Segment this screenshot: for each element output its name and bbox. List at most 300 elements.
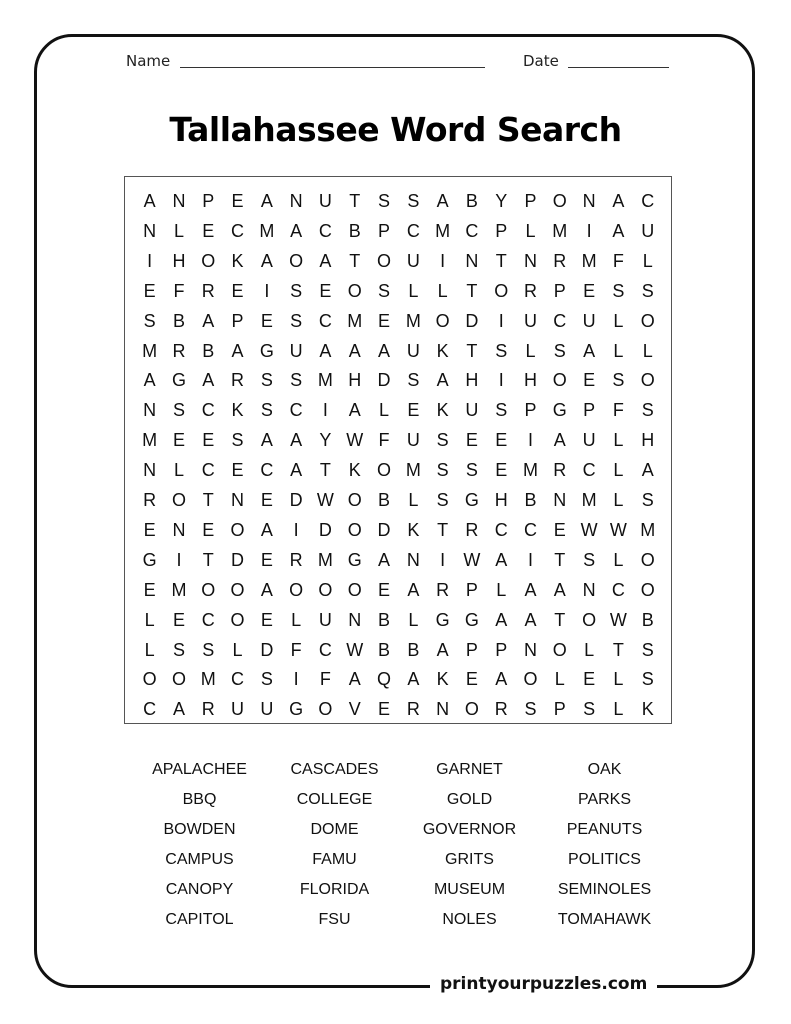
grid-letter[interactable]: O xyxy=(347,490,362,510)
name-field-line[interactable] xyxy=(180,67,485,68)
grid-letter[interactable]: I xyxy=(498,310,504,331)
grid-letter[interactable]: I xyxy=(440,549,446,570)
grid-letter[interactable]: H xyxy=(494,490,508,510)
grid-letter[interactable]: S xyxy=(641,490,654,510)
grid-letter[interactable]: O xyxy=(289,579,304,600)
grid-letter[interactable]: E xyxy=(143,579,156,600)
grid-letter[interactable]: A xyxy=(612,220,625,241)
grid-letter[interactable]: A xyxy=(436,191,449,211)
grid-letter[interactable]: S xyxy=(172,639,185,660)
grid-letter[interactable]: L xyxy=(291,609,302,630)
grid-letter[interactable]: C xyxy=(582,460,596,481)
grid-letter[interactable]: L xyxy=(642,340,653,361)
grid-letter[interactable]: A xyxy=(495,669,508,690)
grid-letter[interactable]: W xyxy=(346,639,364,660)
grid-letter[interactable]: I xyxy=(176,549,182,570)
grid-letter[interactable]: C xyxy=(611,579,625,600)
grid-letter[interactable]: A xyxy=(436,639,449,660)
grid-letter[interactable]: N xyxy=(524,639,537,660)
grid-letter[interactable]: N xyxy=(231,490,245,510)
grid-letter[interactable]: R xyxy=(436,579,450,600)
grid-letter[interactable]: S xyxy=(172,400,185,421)
grid-letter[interactable]: N xyxy=(143,460,157,481)
grid-letter[interactable]: N xyxy=(524,250,537,271)
grid-letter[interactable]: A xyxy=(436,370,449,391)
grid-letter[interactable]: A xyxy=(495,549,508,570)
grid-letter[interactable]: O xyxy=(201,579,216,600)
grid-letter[interactable]: L xyxy=(613,430,624,451)
grid-letter[interactable]: U xyxy=(465,400,479,421)
grid-letter[interactable]: O xyxy=(230,609,245,630)
grid-letter[interactable]: L xyxy=(496,579,507,600)
grid-letter[interactable]: W xyxy=(316,490,334,510)
grid-letter[interactable]: I xyxy=(322,400,328,421)
grid-letter[interactable]: G xyxy=(435,609,450,630)
grid-letter[interactable]: T xyxy=(319,460,331,481)
grid-letter[interactable]: C xyxy=(318,310,332,331)
grid-letter[interactable]: K xyxy=(231,400,244,421)
grid-letter[interactable]: A xyxy=(378,549,391,570)
grid-letter[interactable]: G xyxy=(142,549,157,570)
grid-letter[interactable]: A xyxy=(260,519,273,540)
grid-letter[interactable]: P xyxy=(465,579,478,600)
grid-letter[interactable]: S xyxy=(612,370,625,391)
grid-letter[interactable]: O xyxy=(552,370,567,391)
grid-letter[interactable]: A xyxy=(143,370,156,391)
grid-letter[interactable]: E xyxy=(260,310,273,331)
grid-letter[interactable]: H xyxy=(465,370,479,391)
grid-letter[interactable]: S xyxy=(553,340,566,361)
grid-letter[interactable]: W xyxy=(609,609,627,630)
grid-letter[interactable]: C xyxy=(318,220,332,241)
grid-letter[interactable]: E xyxy=(202,519,215,540)
grid-letter[interactable]: E xyxy=(231,460,244,481)
grid-letter[interactable]: O xyxy=(435,310,450,331)
grid-letter[interactable]: U xyxy=(318,191,332,211)
grid-letter[interactable]: E xyxy=(260,549,273,570)
grid-letter[interactable]: U xyxy=(318,609,332,630)
grid-letter[interactable]: R xyxy=(553,250,567,271)
grid-letter[interactable]: M xyxy=(142,340,158,361)
grid-letter[interactable]: P xyxy=(378,220,391,241)
grid-letter[interactable]: O xyxy=(171,490,186,510)
grid-letter[interactable]: W xyxy=(580,519,598,540)
grid-letter[interactable]: B xyxy=(465,191,478,211)
grid-letter[interactable]: M xyxy=(200,669,216,690)
grid-letter[interactable]: I xyxy=(498,370,504,391)
grid-letter[interactable]: B xyxy=(378,639,391,660)
grid-letter[interactable]: L xyxy=(437,280,448,301)
grid-letter[interactable]: C xyxy=(201,609,215,630)
grid-letter[interactable]: E xyxy=(465,430,478,451)
grid-letter[interactable]: O xyxy=(582,609,597,630)
grid-letter[interactable]: A xyxy=(553,579,566,600)
grid-letter[interactable]: C xyxy=(406,220,420,241)
grid-letter[interactable]: W xyxy=(346,430,364,451)
grid-letter[interactable]: A xyxy=(553,430,566,451)
grid-letter[interactable]: O xyxy=(142,669,157,690)
grid-letter[interactable]: R xyxy=(289,549,303,570)
grid-letter[interactable]: E xyxy=(378,579,391,600)
grid-letter[interactable]: K xyxy=(348,460,361,481)
grid-letter[interactable]: W xyxy=(463,549,481,570)
grid-letter[interactable]: C xyxy=(465,220,479,241)
grid-letter[interactable]: E xyxy=(583,370,596,391)
grid-letter[interactable]: L xyxy=(408,490,419,510)
grid-letter[interactable]: S xyxy=(378,280,391,301)
grid-letter[interactable]: N xyxy=(143,400,157,421)
grid-letter[interactable]: P xyxy=(524,400,537,421)
grid-letter[interactable]: T xyxy=(495,250,507,271)
grid-letter[interactable]: O xyxy=(640,579,655,600)
grid-letter[interactable]: A xyxy=(260,430,273,451)
grid-letter[interactable]: L xyxy=(613,699,624,720)
grid-letter[interactable]: F xyxy=(173,280,185,301)
grid-letter[interactable]: A xyxy=(260,191,273,211)
grid-letter[interactable]: O xyxy=(347,579,362,600)
grid-letter[interactable]: S xyxy=(407,191,420,211)
grid-letter[interactable]: C xyxy=(143,699,157,720)
grid-letter[interactable]: T xyxy=(349,250,361,271)
grid-letter[interactable]: A xyxy=(319,250,332,271)
grid-letter[interactable]: E xyxy=(231,191,244,211)
grid-letter[interactable]: D xyxy=(289,490,303,510)
grid-letter[interactable]: N xyxy=(172,519,186,540)
grid-letter[interactable]: P xyxy=(495,639,508,660)
grid-letter[interactable]: N xyxy=(348,609,362,630)
grid-letter[interactable]: O xyxy=(318,699,333,720)
grid-letter[interactable]: K xyxy=(231,250,244,271)
grid-letter[interactable]: A xyxy=(612,191,625,211)
grid-letter[interactable]: I xyxy=(147,250,153,271)
grid-letter[interactable]: S xyxy=(436,460,449,481)
grid-letter[interactable]: U xyxy=(524,310,537,331)
grid-letter[interactable]: S xyxy=(641,280,654,301)
grid-letter[interactable]: B xyxy=(202,340,215,361)
grid-letter[interactable]: G xyxy=(552,400,567,421)
grid-letter[interactable]: O xyxy=(201,250,216,271)
grid-letter[interactable]: A xyxy=(378,340,391,361)
grid-letter[interactable]: E xyxy=(495,430,508,451)
grid-letter[interactable]: S xyxy=(641,669,654,690)
grid-letter[interactable]: L xyxy=(144,639,155,660)
grid-letter[interactable]: U xyxy=(582,310,596,331)
grid-letter[interactable]: R xyxy=(231,370,245,391)
grid-letter[interactable]: N xyxy=(553,490,567,510)
grid-letter[interactable]: O xyxy=(171,669,186,690)
grid-letter[interactable]: A xyxy=(143,191,156,211)
grid-letter[interactable]: S xyxy=(143,310,156,331)
grid-letter[interactable]: C xyxy=(524,519,537,540)
grid-letter[interactable]: I xyxy=(293,519,299,540)
grid-letter[interactable]: Y xyxy=(319,430,332,451)
grid-letter[interactable]: U xyxy=(406,250,420,271)
grid-letter[interactable]: S xyxy=(231,430,244,451)
grid-letter[interactable]: N xyxy=(406,549,420,570)
grid-letter[interactable]: T xyxy=(554,609,566,630)
grid-letter[interactable]: T xyxy=(612,639,624,660)
grid-letter[interactable]: U xyxy=(231,699,245,720)
grid-letter[interactable]: W xyxy=(609,519,627,540)
grid-letter[interactable]: D xyxy=(260,639,274,660)
grid-letter[interactable]: G xyxy=(289,699,304,720)
grid-letter[interactable]: A xyxy=(641,460,654,481)
grid-letter[interactable]: M xyxy=(552,220,568,241)
grid-letter[interactable]: D xyxy=(465,310,479,331)
grid-letter[interactable]: G xyxy=(171,370,186,391)
grid-letter[interactable]: B xyxy=(348,220,361,241)
grid-letter[interactable]: S xyxy=(260,669,273,690)
grid-letter[interactable]: O xyxy=(377,250,392,271)
grid-letter[interactable]: E xyxy=(172,609,185,630)
grid-letter[interactable]: Y xyxy=(495,191,508,211)
grid-letter[interactable]: A xyxy=(290,460,303,481)
grid-letter[interactable]: C xyxy=(494,519,508,540)
grid-letter[interactable]: O xyxy=(640,310,655,331)
grid-letter[interactable]: O xyxy=(523,669,538,690)
grid-letter[interactable]: A xyxy=(348,669,361,690)
grid-letter[interactable]: T xyxy=(202,490,214,510)
grid-letter[interactable]: O xyxy=(552,639,567,660)
grid-letter[interactable]: L xyxy=(379,400,390,421)
grid-letter[interactable]: C xyxy=(201,460,215,481)
grid-letter[interactable]: A xyxy=(583,340,596,361)
grid-letter[interactable]: A xyxy=(407,579,420,600)
grid-letter[interactable]: R xyxy=(143,490,157,510)
grid-letter[interactable]: E xyxy=(407,400,420,421)
grid-letter[interactable]: P xyxy=(553,699,566,720)
grid-letter[interactable]: B xyxy=(524,490,537,510)
grid-letter[interactable]: D xyxy=(377,370,391,391)
grid-letter[interactable]: I xyxy=(528,549,534,570)
grid-letter[interactable]: G xyxy=(464,609,479,630)
grid-letter[interactable]: L xyxy=(613,460,624,481)
grid-letter[interactable]: H xyxy=(348,370,362,391)
grid-letter[interactable]: E xyxy=(378,310,391,331)
grid-letter[interactable]: G xyxy=(259,340,274,361)
grid-letter[interactable]: S xyxy=(260,370,273,391)
grid-letter[interactable]: D xyxy=(377,519,391,540)
grid-letter[interactable]: P xyxy=(524,191,537,211)
grid-letter[interactable]: O xyxy=(230,579,245,600)
grid-letter[interactable]: C xyxy=(231,669,245,690)
grid-letter[interactable]: L xyxy=(144,609,155,630)
grid-letter[interactable]: O xyxy=(464,699,479,720)
grid-letter[interactable]: I xyxy=(528,430,534,451)
grid-letter[interactable]: N xyxy=(465,250,479,271)
grid-letter[interactable]: S xyxy=(436,490,449,510)
grid-letter[interactable]: G xyxy=(464,490,479,510)
grid-letter[interactable]: L xyxy=(613,310,624,331)
grid-letter[interactable]: S xyxy=(290,280,303,301)
grid-letter[interactable]: N xyxy=(172,191,186,211)
grid-letter[interactable]: Q xyxy=(377,669,392,690)
grid-letter[interactable]: N xyxy=(289,191,303,211)
grid-letter[interactable]: O xyxy=(289,250,304,271)
grid-letter[interactable]: I xyxy=(440,250,446,271)
grid-letter[interactable]: C xyxy=(231,220,245,241)
grid-letter[interactable]: I xyxy=(586,220,592,241)
grid-letter[interactable]: U xyxy=(406,430,420,451)
grid-letter[interactable]: R xyxy=(406,699,420,720)
grid-letter[interactable]: E xyxy=(465,669,478,690)
grid-letter[interactable]: D xyxy=(231,549,245,570)
grid-letter[interactable]: E xyxy=(260,490,273,510)
grid-letter[interactable]: O xyxy=(347,519,362,540)
grid-letter[interactable]: U xyxy=(406,340,420,361)
grid-letter[interactable]: R xyxy=(172,340,186,361)
grid-letter[interactable]: S xyxy=(260,400,273,421)
grid-letter[interactable]: M xyxy=(405,310,421,331)
grid-letter[interactable]: E xyxy=(378,699,391,720)
grid-letter[interactable]: P xyxy=(202,191,215,211)
grid-letter[interactable]: M xyxy=(259,220,275,241)
grid-letter[interactable]: S xyxy=(583,549,596,570)
grid-letter[interactable]: S xyxy=(378,191,391,211)
grid-letter[interactable]: S xyxy=(641,639,654,660)
grid-letter[interactable]: T xyxy=(466,280,478,301)
grid-letter[interactable]: S xyxy=(583,699,596,720)
grid-letter[interactable]: B xyxy=(641,609,654,630)
grid-letter[interactable]: S xyxy=(612,280,625,301)
grid-letter[interactable]: T xyxy=(554,549,566,570)
grid-letter[interactable]: E xyxy=(231,280,244,301)
grid-letter[interactable]: R xyxy=(201,699,215,720)
grid-letter[interactable]: T xyxy=(437,519,449,540)
grid-letter[interactable]: E xyxy=(495,460,508,481)
grid-letter[interactable]: E xyxy=(172,430,185,451)
grid-letter[interactable]: F xyxy=(612,250,624,271)
grid-letter[interactable]: L xyxy=(554,669,565,690)
grid-letter[interactable]: V xyxy=(348,699,361,720)
grid-letter[interactable]: H xyxy=(172,250,186,271)
grid-letter[interactable]: S xyxy=(495,400,508,421)
grid-letter[interactable]: S xyxy=(465,460,478,481)
grid-letter[interactable]: L xyxy=(525,220,536,241)
grid-letter[interactable]: I xyxy=(293,669,299,690)
grid-letter[interactable]: O xyxy=(318,579,333,600)
grid-letter[interactable]: U xyxy=(641,220,655,241)
grid-letter[interactable]: C xyxy=(289,400,303,421)
grid-letter[interactable]: N xyxy=(582,191,596,211)
grid-letter[interactable]: B xyxy=(407,639,420,660)
grid-letter[interactable]: P xyxy=(495,220,508,241)
grid-letter[interactable]: A xyxy=(524,579,537,600)
grid-letter[interactable]: K xyxy=(407,519,420,540)
grid-letter[interactable]: L xyxy=(232,639,243,660)
grid-letter[interactable]: K xyxy=(436,669,449,690)
grid-letter[interactable]: L xyxy=(173,460,184,481)
grid-letter[interactable]: L xyxy=(613,340,624,361)
grid-letter[interactable]: C xyxy=(201,400,215,421)
grid-letter[interactable]: S xyxy=(524,699,537,720)
grid-letter[interactable]: I xyxy=(264,280,270,301)
grid-letter[interactable]: S xyxy=(641,400,654,421)
grid-letter[interactable]: A xyxy=(290,220,303,241)
grid-letter[interactable]: K xyxy=(641,699,654,720)
grid-letter[interactable]: P xyxy=(583,400,596,421)
grid-letter[interactable]: H xyxy=(641,430,655,451)
grid-letter[interactable]: R xyxy=(494,699,508,720)
grid-letter[interactable]: E xyxy=(143,280,156,301)
grid-letter[interactable]: A xyxy=(231,340,244,361)
grid-letter[interactable]: B xyxy=(378,490,391,510)
grid-letter[interactable]: S xyxy=(436,430,449,451)
grid-letter[interactable]: E xyxy=(202,430,215,451)
grid-letter[interactable]: E xyxy=(143,519,156,540)
grid-letter[interactable]: O xyxy=(377,460,392,481)
grid-letter[interactable]: L xyxy=(613,669,624,690)
grid-letter[interactable]: T xyxy=(349,191,361,211)
grid-letter[interactable]: C xyxy=(553,310,567,331)
grid-letter[interactable]: M xyxy=(317,370,333,391)
grid-letter[interactable]: B xyxy=(378,609,391,630)
grid-letter[interactable]: M xyxy=(523,460,538,481)
grid-letter[interactable]: O xyxy=(494,280,509,301)
grid-letter[interactable]: O xyxy=(347,280,362,301)
grid-letter[interactable]: M xyxy=(171,579,187,600)
grid-letter[interactable]: F xyxy=(378,430,390,451)
grid-letter[interactable]: M xyxy=(405,460,421,481)
grid-letter[interactable]: U xyxy=(260,699,274,720)
grid-letter[interactable]: L xyxy=(642,250,653,271)
grid-letter[interactable]: U xyxy=(582,430,596,451)
grid-letter[interactable]: K xyxy=(436,400,449,421)
grid-letter[interactable]: E xyxy=(583,669,596,690)
grid-letter[interactable]: U xyxy=(289,340,303,361)
grid-letter[interactable]: A xyxy=(290,430,303,451)
grid-letter[interactable]: M xyxy=(317,549,333,570)
grid-letter[interactable]: N xyxy=(143,220,157,241)
grid-letter[interactable]: O xyxy=(230,519,245,540)
grid-letter[interactable]: A xyxy=(348,400,361,421)
grid-letter[interactable]: S xyxy=(290,370,303,391)
grid-letter[interactable]: R xyxy=(524,280,537,301)
grid-letter[interactable]: C xyxy=(318,639,332,660)
grid-letter[interactable]: A xyxy=(260,579,273,600)
grid-letter[interactable]: A xyxy=(495,609,508,630)
grid-letter[interactable]: E xyxy=(583,280,596,301)
grid-letter[interactable]: S xyxy=(407,370,420,391)
grid-letter[interactable]: P xyxy=(231,310,244,331)
grid-letter[interactable]: A xyxy=(407,669,420,690)
grid-letter[interactable]: L xyxy=(525,340,536,361)
grid-letter[interactable]: E xyxy=(260,609,273,630)
grid-letter[interactable]: T xyxy=(202,549,214,570)
grid-letter[interactable]: N xyxy=(436,699,450,720)
grid-letter[interactable]: S xyxy=(202,639,215,660)
grid-letter[interactable]: M xyxy=(581,490,597,510)
grid-letter[interactable]: A xyxy=(319,340,332,361)
grid-letter[interactable]: M xyxy=(581,250,597,271)
grid-letter[interactable]: S xyxy=(495,340,508,361)
grid-letter[interactable]: A xyxy=(172,699,185,720)
grid-letter[interactable]: A xyxy=(260,250,273,271)
grid-letter[interactable]: R xyxy=(553,460,567,481)
grid-letter[interactable]: L xyxy=(408,280,419,301)
grid-letter[interactable]: L xyxy=(408,609,419,630)
grid-letter[interactable]: L xyxy=(173,220,184,241)
grid-letter[interactable]: O xyxy=(552,191,567,211)
grid-letter[interactable]: C xyxy=(260,460,274,481)
grid-letter[interactable]: D xyxy=(318,519,332,540)
grid-letter[interactable]: B xyxy=(172,310,185,331)
grid-letter[interactable]: P xyxy=(465,639,478,660)
grid-letter[interactable]: F xyxy=(612,400,624,421)
grid-letter[interactable]: A xyxy=(348,340,361,361)
grid-letter[interactable]: H xyxy=(524,370,537,391)
grid-letter[interactable]: F xyxy=(319,669,331,690)
